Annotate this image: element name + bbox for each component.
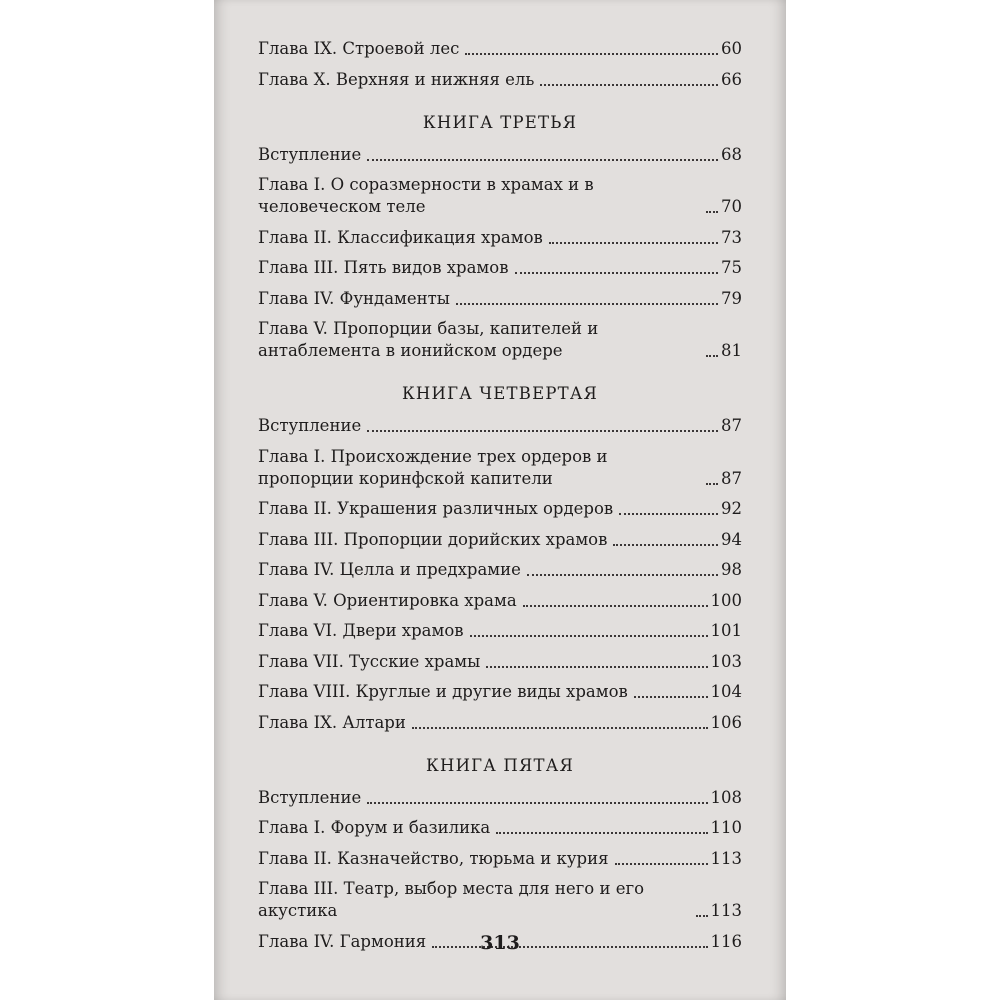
section-heading: КНИГА ЧЕТВЕРТАЯ <box>401 384 599 403</box>
entry-page-number: 103 <box>710 651 742 671</box>
toc-entry <box>258 498 742 520</box>
entry-page-number: 104 <box>710 682 742 701</box>
entry-title: Глава III. Пять видов храмов <box>258 258 509 277</box>
dot-leader <box>706 211 718 213</box>
entry-title: Глава VII. Тусские храмы <box>258 651 481 671</box>
entry-page-number: 98 <box>721 560 742 579</box>
toc-entry <box>258 620 742 642</box>
dot-leader <box>527 574 718 576</box>
table-of-contents <box>258 38 742 961</box>
entry-title: Глава VI. Двери храмов <box>258 621 464 640</box>
entry-title: Глава IV. Фундаменты <box>258 288 450 308</box>
toc-entry <box>258 681 742 703</box>
entry-title: Глава X. Верхняя и нижняя ель <box>258 69 535 89</box>
entry-page-number: 113 <box>710 901 742 920</box>
entry-title: Глава III. Пропорции дорийских храмов <box>258 529 608 549</box>
toc-entry <box>258 651 742 673</box>
entry-title: Глава II. Казначейство, тюрьма и курия <box>258 848 609 868</box>
entry-page-number: 79 <box>721 288 742 308</box>
toc-entry <box>258 38 742 60</box>
dot-leader <box>696 915 708 917</box>
toc-entry <box>258 415 742 437</box>
toc-entry <box>258 69 742 91</box>
toc-entry <box>258 529 742 551</box>
toc-entry <box>258 878 742 922</box>
page-number: 313 <box>480 932 520 954</box>
section-heading: КНИГА ПЯТАЯ <box>426 755 574 775</box>
entry-page-number: 113 <box>710 848 742 868</box>
toc-entry <box>258 559 742 581</box>
entry-title: Вступление <box>258 787 362 807</box>
entry-page-number: 68 <box>721 144 742 164</box>
entry-title: Глава IV. Целла и предхрамие <box>258 560 521 579</box>
entry-page-number: 94 <box>721 529 742 549</box>
entry-page-number: 73 <box>721 227 742 247</box>
entry-page-number: 101 <box>710 621 742 640</box>
dot-leader <box>615 863 708 865</box>
toc-entry <box>258 318 742 362</box>
dot-leader <box>412 727 708 729</box>
entry-title: Глава V. Ориентировка храма <box>258 590 517 610</box>
toc-entry <box>258 848 742 870</box>
book-page <box>214 0 786 1000</box>
toc-entry <box>258 288 742 310</box>
dot-leader <box>613 544 718 546</box>
toc-entry <box>258 712 742 734</box>
entry-page-number: 106 <box>710 712 742 732</box>
entry-title: Глава I. О соразмерности в храмах и в человеческом теле <box>258 175 594 216</box>
dot-leader <box>456 303 718 305</box>
entry-page-number: 87 <box>721 468 742 488</box>
entry-title: Глава I. Происхождение трех ордеров и пропорции коринфской капители <box>258 446 608 488</box>
entry-title: Глава IX. Строевой лес <box>258 39 460 58</box>
entry-page-number: 70 <box>721 197 742 216</box>
entry-title: Глава IV. Гармония <box>258 931 427 951</box>
dot-leader <box>549 242 718 244</box>
toc-entry <box>258 446 742 490</box>
toc-entry <box>258 590 742 612</box>
entry-title: Глава I. Форум и базилика <box>258 818 491 837</box>
entry-page-number: 100 <box>710 590 742 610</box>
entry-page-number: 116 <box>710 931 742 951</box>
section-heading: КНИГА ТРЕТЬЯ <box>422 112 578 132</box>
dot-leader <box>486 666 707 668</box>
dot-leader <box>523 605 708 607</box>
toc-entry <box>258 787 742 809</box>
entry-page-number: 60 <box>721 39 742 58</box>
entry-title: Глава II. Украшения различных ордеров <box>258 499 614 518</box>
dot-leader <box>496 832 707 834</box>
entry-page-number: 108 <box>710 787 742 807</box>
entry-page-number: 81 <box>721 341 742 360</box>
dot-leader <box>706 355 718 357</box>
entry-title: Вступление <box>258 416 362 435</box>
dot-leader <box>367 802 707 804</box>
toc-entry <box>258 144 742 166</box>
dot-leader <box>540 84 718 86</box>
entry-title: Вступление <box>258 144 362 164</box>
dot-leader <box>465 53 718 55</box>
entry-page-number: 66 <box>721 69 742 89</box>
toc-entry <box>258 174 742 218</box>
toc-entry <box>258 817 742 839</box>
entry-title: Глава III. Театр, выбор места для него и его акустика <box>258 879 645 920</box>
dot-leader <box>706 483 718 485</box>
entry-page-number: 110 <box>710 818 742 837</box>
dot-leader <box>634 696 708 698</box>
toc-entry <box>258 227 742 249</box>
dot-leader <box>515 272 719 274</box>
entry-title: Глава VIII. Круглые и другие виды храмов <box>258 682 628 701</box>
entry-page-number: 75 <box>721 258 742 277</box>
entry-page-number: 87 <box>721 416 742 435</box>
entry-page-number: 92 <box>721 499 742 518</box>
entry-title: Глава II. Классификация храмов <box>258 227 543 247</box>
toc-entry <box>258 257 742 279</box>
entry-title: Глава V. Пропорции базы, капителей и антаблемента в ионийском ордере <box>258 319 599 360</box>
dot-leader <box>367 430 718 432</box>
entry-title: Глава IX. Алтари <box>258 712 406 732</box>
dot-leader <box>619 513 718 515</box>
dot-leader <box>367 159 718 161</box>
dot-leader <box>470 635 708 637</box>
